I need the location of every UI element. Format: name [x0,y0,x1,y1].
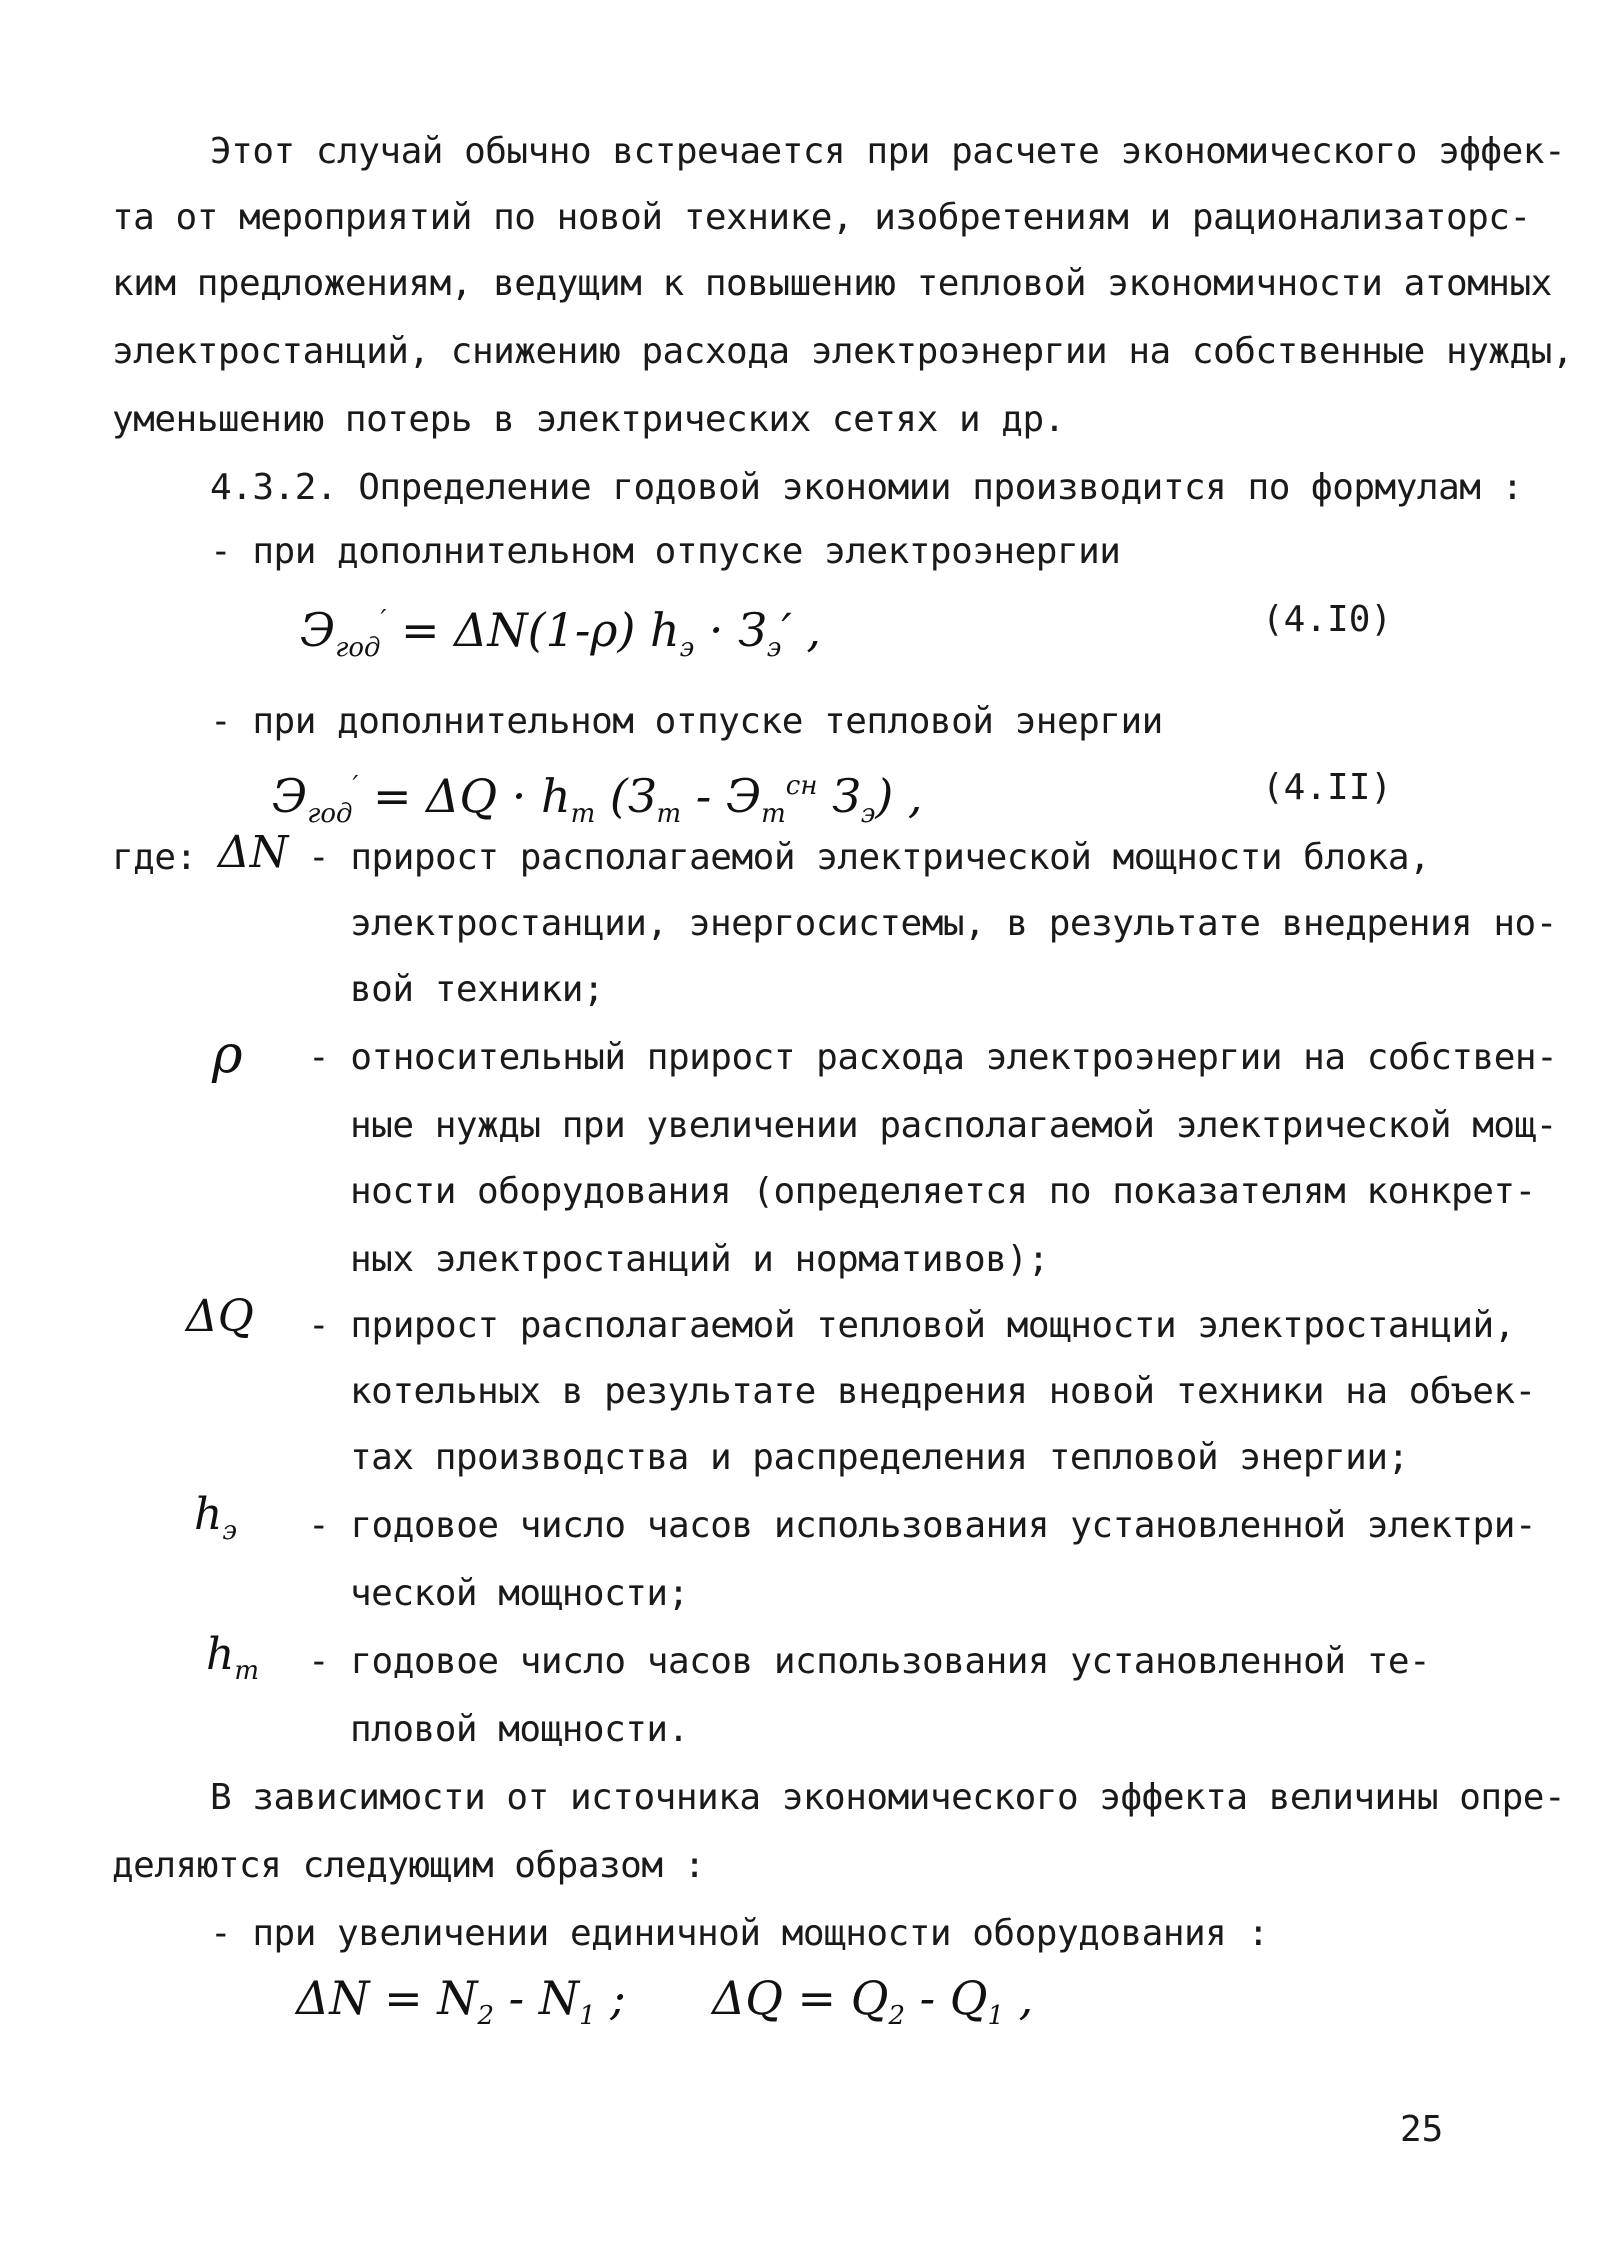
case-electric-line: - при дополнительном отпуске электроэнергии [210,531,1121,572]
paragraph1-line-2: та от мероприятий по новой технике, изобретениям и рационализаторс- [112,197,1531,238]
symbol-rho: ρ [212,1025,243,1085]
formula-4-11: $Э_{год}' = \Delta Q \cdot h_т$ ($З_т - Э_т^{сн}$ $З_э$) , [272,769,923,829]
def-dq-line-1: - прирост располагаемой тепловой мощности электростанций, [308,1305,1515,1346]
def-dn-line-2: электростанции, энергосистемы, в результате внедрения но- [350,903,1557,944]
symbol-delta-q: ΔQ [186,1291,254,1342]
paragraph1-line-5: уменьшению потерь в электрических сетях и др. [112,399,1065,440]
paragraph1-line-1: Этот случай обычно встречается при расчете экономического эффек- [210,131,1566,172]
symbol-delta-n: ΔN [218,827,289,878]
formula-4-10: $Э_{год}' = \Delta N(1-\rho) h_э \cdot З_э'$ , [300,603,822,663]
def-ht-line-1: - годовое число часов использования установленной те- [308,1641,1431,1682]
def-he-line-2: ческой мощности; [350,1573,689,1614]
def-dn-line-3: вой техники; [350,969,605,1010]
def-rho-line-1: - относительный прирост расхода электроэнергии на собствен- [308,1037,1558,1078]
case-unit-power-line: - при увеличении единичной мощности оборудования : [210,1913,1269,1954]
def-ht-line-2: пловой мощности. [350,1709,689,1750]
paragraph1-line-4: электростанций, снижению расхода электроэнергии на собственные нужды, [112,331,1573,372]
def-rho-line-3: ности оборудования (определяется по показателям конкрет- [350,1171,1536,1212]
symbol-h-e: $h_э$ [194,1489,237,1546]
case-heat-line: - при дополнительном отпуске тепловой энергии [210,701,1163,742]
paragraph2-line-1: В зависимости от источника экономического эффекта величины опре- [210,1777,1566,1818]
def-dn-line-1: - прирост располагаемой электрической мощности блока, [308,837,1431,878]
section-heading-line: 4.3.2. Определение годовой экономии производится по формулам : [210,467,1523,508]
formula-4-11-lhs: Э [272,769,308,823]
def-rho-line-2: ные нужды при увеличении располагаемой электрической мощ- [350,1105,1557,1146]
where-label: где: [112,837,197,878]
paragraph1-line-3: ким предложениям, ведущим к повышению тепловой экономичности атомных [112,263,1552,304]
def-rho-line-4: ных электростанций и нормативов); [350,1239,1049,1280]
symbol-h-t: $h_т$ [206,1629,259,1686]
def-dq-line-3: тах производства и распределения тепловой энергии; [350,1437,1409,1478]
def-dq-line-2: котельных в результате внедрения новой техники на объек- [350,1371,1536,1412]
formula-4-10-number: (4.I0) [1262,599,1393,640]
page-number: 25 [1400,2109,1444,2150]
def-he-line-1: - годовое число часов использования установленной электри- [308,1505,1537,1546]
formula-4-11-number: (4.II) [1262,767,1393,808]
formula-delta-n: $\Delta N = N_2 - N_1$ ; [296,1971,626,2031]
formula-4-10-lhs: Э [300,603,336,657]
formula-delta-q: $\Delta Q = Q_2 - Q_1$ , [712,1971,1034,2031]
paragraph2-line-2: деляются следующим образом : [112,1845,705,1886]
